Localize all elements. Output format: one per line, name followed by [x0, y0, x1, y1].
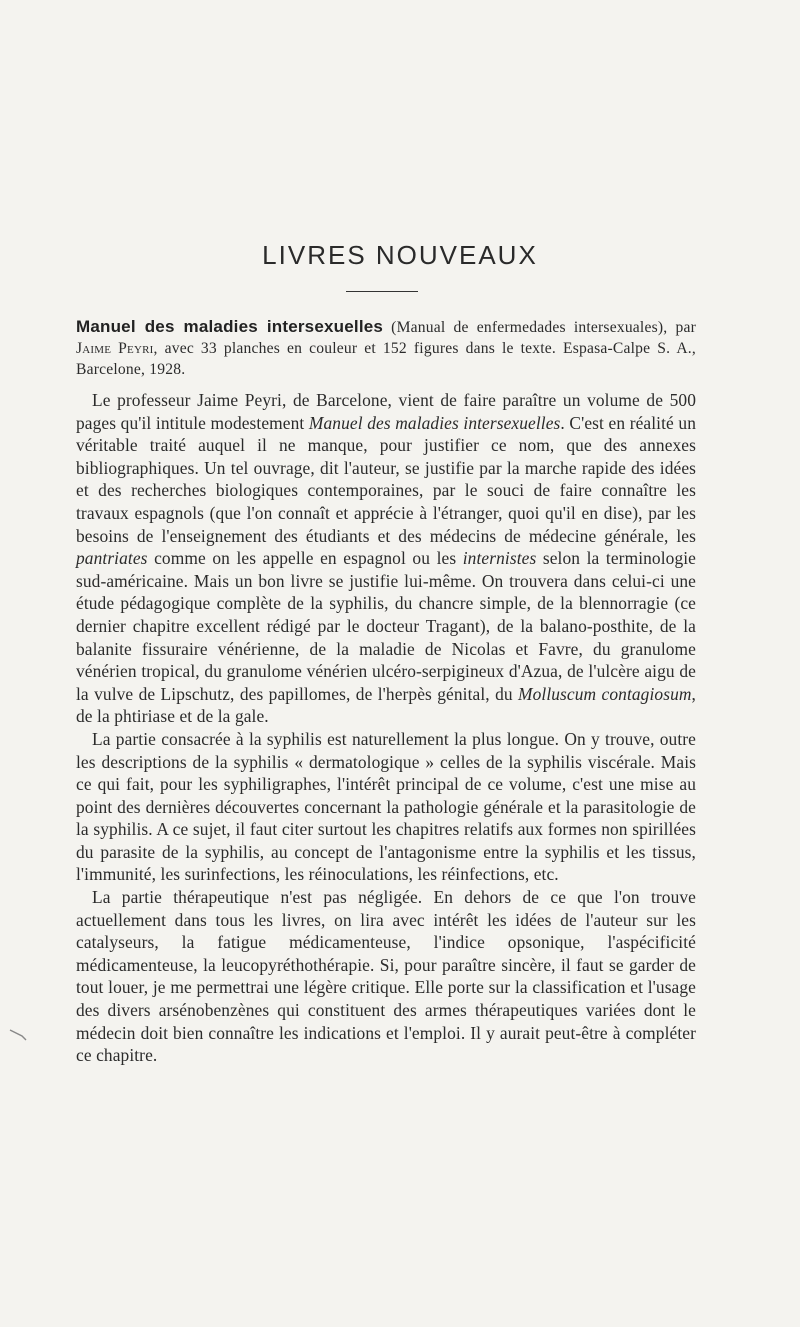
paragraph-1-text-c: . C'est en réalité un véritable traité auquel il ne manque, pour justifier ce nom, que des annexes bibliographiques. Un tel ouvrage, dit l'auteur, se justifie par la marche rapide des idées et des recherches biologiques contemporaines, par le souci de faire connaître les travaux espagnols (que l'on connaît et apprécie à l'étranger, quoi qu'il en dise), par les besoins de l'enseignement des étudiants et des médecins de médecine générale, les: [76, 412, 696, 546]
paragraph-1-term-molluscum: Molluscum contagiosum: [518, 683, 692, 704]
title-rule: [346, 291, 418, 292]
paragraph-3: La partie thérapeutique n'est pas négligée. En dehors de ce que l'on trouve actuellement dans tous les livres, on lira avec intérêt les idées de l'auteur sur les catalyseurs, la fatigue médicamenteuse, l'indice opsonique, l'aspécificité médicamenteuse, la leucopyréthothérapie. Si, pour paraître sincère, il faut se garder de tout louer, je me permettrai une légère critique. Elle porte sur la classification et l'usage des divers arsénobenzènes qui constituent des armes thérapeutiques variées dont le médecin doit bien connaître les indications et l'emploi. Il y aurait peut-être à compléter ce chapitre.: [76, 887, 696, 1066]
book-title: Manuel des maladies intersexuelles: [76, 317, 384, 336]
book-subtitle-post: , avec 33 planches en couleur et 152 figures dans le texte. Espasa-Calpe S. A., Barcelone, 1928.: [76, 340, 696, 378]
paragraph-1: [76, 389, 696, 728]
paragraph-1-text-a: Le professeur Jaime Peyri, de Barcelone, vient de faire paraître un volume de 500 pages qu'il intitule modestement: [76, 390, 696, 433]
review-body: [76, 316, 696, 1067]
paragraph-1-text-i: , de la phtiriase et de la gale.: [76, 683, 696, 727]
paragraph-1-text-e: comme on les appelle en espagnol ou les: [147, 548, 463, 569]
book-subtitle-pre: (Manual de enfermedades intersexuales), par: [391, 319, 696, 336]
paragraph-2: La partie consacrée à la syphilis est naturellement la plus longue. On y trouve, outre les descriptions de la syphilis « dermatologique » celles de la syphilis viscérale. Mais ce qui fait, pour les syphiligraphes, l'intérêt principal de ce volume, c'est une mise au point des dernières découvertes concernant la pathologie générale et la parasitologie de la syphilis. A ce sujet, il faut citer surtout les chapitres relatifs aux formes non spirillées du parasite de la syphilis, au concept de l'antagonisme entre la syphilis et les tissus, l'immunité, les surinfections, les réinoculations, les réinfections, etc.: [76, 728, 696, 885]
book-entry-heading: [76, 316, 696, 380]
paragraph-1-book-title: Manuel des maladies intersexuelles: [308, 412, 561, 433]
margin-pencil-mark: [8, 1026, 30, 1044]
page-title: LIVRES NOUVEAUX: [262, 240, 538, 270]
paragraph-1-term-internistes: internistes: [462, 548, 537, 569]
book-author: Jaime Peyri: [76, 340, 154, 357]
paragraph-1-text-g: selon la terminologie sud-américaine. Mais un bon livre se justifie lui-même. On trouvera dans celui-ci une étude pédagogique complète de la syphilis, du chancre simple, de la blennorragie (ce dernier chapitre excellent rédigé par le docteur Tragant), de la balano-posthite, de la balanite fissuraire vénérienne, de la maladie de Nicolas et Favre, du granulome vénérien tropical, du granulome vénérien ulcéro-serpigineux d'Azua, de l'ulcère aigu de la vulve de Lipschutz, des papillomes, de l'herpès génital, du: [76, 548, 696, 704]
paragraph-1-term-pantriates: pantriates: [76, 548, 148, 569]
